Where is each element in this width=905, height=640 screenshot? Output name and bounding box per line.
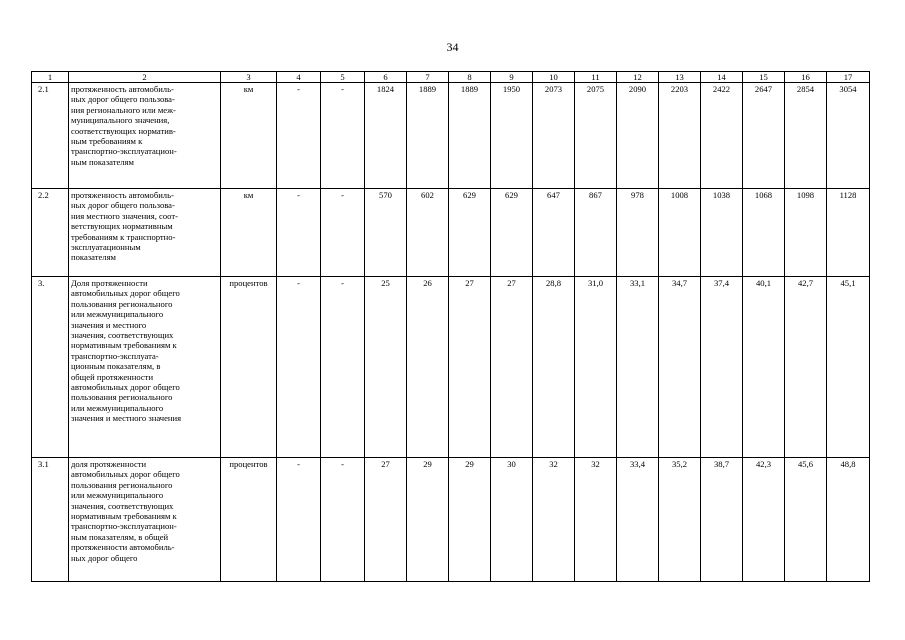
year-value-cell: 3054	[827, 83, 870, 189]
unit-cell: процентов	[221, 458, 277, 582]
year-value-cell: 40,1	[743, 277, 785, 458]
year-value-cell: 570	[365, 189, 407, 277]
year-value-cell: 45,6	[785, 458, 827, 582]
year-value-cell: 26	[407, 277, 449, 458]
year-value-cell: 867	[575, 189, 617, 277]
header-cell: 12	[617, 72, 659, 83]
year-value-cell: 602	[407, 189, 449, 277]
year-value-cell: 32	[533, 458, 575, 582]
year-value-cell: 2073	[533, 83, 575, 189]
unit-cell: процентов	[221, 277, 277, 458]
year-value-cell: 34,7	[659, 277, 701, 458]
indicators-table	[31, 71, 870, 582]
indicator-description-cell: доля протяженности автомобильных дорог общего пользования регионального или межмуниципального значения, соответствующих нормативным требованиям к транспортно-эксплуатацион- ным показателям, в общей протяженности автомобиль- ных дорог общего	[69, 458, 221, 582]
indicator-description-cell: протяженность автомобиль- ных дорог общего пользова- ния регионального или меж- муниципального значения, соответствующих норматив- ным требованиям к транспортно-эксплуатацион- ным показателям	[69, 83, 221, 189]
year-value-cell: 27	[365, 458, 407, 582]
year-value-cell: 1889	[449, 83, 491, 189]
year-value-cell: 2203	[659, 83, 701, 189]
row-number-cell: 3.1	[32, 458, 69, 582]
header-cell: 4	[277, 72, 321, 83]
year-value-cell: 1889	[407, 83, 449, 189]
header-cell: 6	[365, 72, 407, 83]
table-row	[32, 83, 870, 189]
year-value-cell: 30	[491, 458, 533, 582]
header-cell: 14	[701, 72, 743, 83]
unit-cell: км	[221, 83, 277, 189]
year-value-cell: 27	[449, 277, 491, 458]
value-cell: -	[321, 458, 365, 582]
table-row	[32, 189, 870, 277]
year-value-cell: 37,4	[701, 277, 743, 458]
year-value-cell: 1008	[659, 189, 701, 277]
header-cell: 7	[407, 72, 449, 83]
year-value-cell: 1128	[827, 189, 870, 277]
year-value-cell: 629	[449, 189, 491, 277]
indicator-description-cell: Доля протяженности автомобильных дорог общего пользования регионального или межмуниципального значения и местного значения, соответствующих нормативным требованиям к транспортно-эксплуата- ционным показателям, в общей протяженности автомобильных дорог общего пользования регионального или межмуниципального значения и местного значения	[69, 277, 221, 458]
header-cell: 15	[743, 72, 785, 83]
row-number-cell: 2.2	[32, 189, 69, 277]
header-cell: 1	[32, 72, 69, 83]
year-value-cell: 1068	[743, 189, 785, 277]
header-cell: 5	[321, 72, 365, 83]
indicator-description-cell: протяженность автомобиль- ных дорог общего пользова- ния местного значения, соот- ветствующих нормативным требованиям к транспортно- эксплуатационным показателям	[69, 189, 221, 277]
header-cell: 9	[491, 72, 533, 83]
year-value-cell: 42,3	[743, 458, 785, 582]
year-value-cell: 2090	[617, 83, 659, 189]
year-value-cell: 28,8	[533, 277, 575, 458]
table-row	[32, 458, 870, 582]
year-value-cell: 38,7	[701, 458, 743, 582]
header-cell: 3	[221, 72, 277, 83]
row-number-cell: 2.1	[32, 83, 69, 189]
year-value-cell: 2075	[575, 83, 617, 189]
year-value-cell: 2422	[701, 83, 743, 189]
year-value-cell: 35,2	[659, 458, 701, 582]
year-value-cell: 2854	[785, 83, 827, 189]
year-value-cell: 29	[449, 458, 491, 582]
value-cell: -	[277, 277, 321, 458]
year-value-cell: 42,7	[785, 277, 827, 458]
page-number: 34	[446, 40, 459, 54]
year-value-cell: 629	[491, 189, 533, 277]
header-cell: 13	[659, 72, 701, 83]
year-value-cell: 29	[407, 458, 449, 582]
year-value-cell: 1038	[701, 189, 743, 277]
year-value-cell: 27	[491, 277, 533, 458]
year-value-cell: 45,1	[827, 277, 870, 458]
header-cell: 16	[785, 72, 827, 83]
year-value-cell: 32	[575, 458, 617, 582]
unit-cell: км	[221, 189, 277, 277]
year-value-cell: 2647	[743, 83, 785, 189]
year-value-cell: 1824	[365, 83, 407, 189]
table-row	[32, 277, 870, 458]
year-value-cell: 33,1	[617, 277, 659, 458]
value-cell: -	[277, 458, 321, 582]
header-cell: 17	[827, 72, 870, 83]
header-cell: 11	[575, 72, 617, 83]
value-cell: -	[321, 83, 365, 189]
value-cell: -	[321, 277, 365, 458]
value-cell: -	[321, 189, 365, 277]
year-value-cell: 978	[617, 189, 659, 277]
year-value-cell: 48,8	[827, 458, 870, 582]
value-cell: -	[277, 83, 321, 189]
row-number-cell: 3.	[32, 277, 69, 458]
year-value-cell: 1950	[491, 83, 533, 189]
value-cell: -	[277, 189, 321, 277]
year-value-cell: 647	[533, 189, 575, 277]
year-value-cell: 33,4	[617, 458, 659, 582]
header-cell: 2	[69, 72, 221, 83]
year-value-cell: 31,0	[575, 277, 617, 458]
table-header-row	[32, 72, 870, 83]
header-cell: 8	[449, 72, 491, 83]
year-value-cell: 1098	[785, 189, 827, 277]
year-value-cell: 25	[365, 277, 407, 458]
header-cell: 10	[533, 72, 575, 83]
